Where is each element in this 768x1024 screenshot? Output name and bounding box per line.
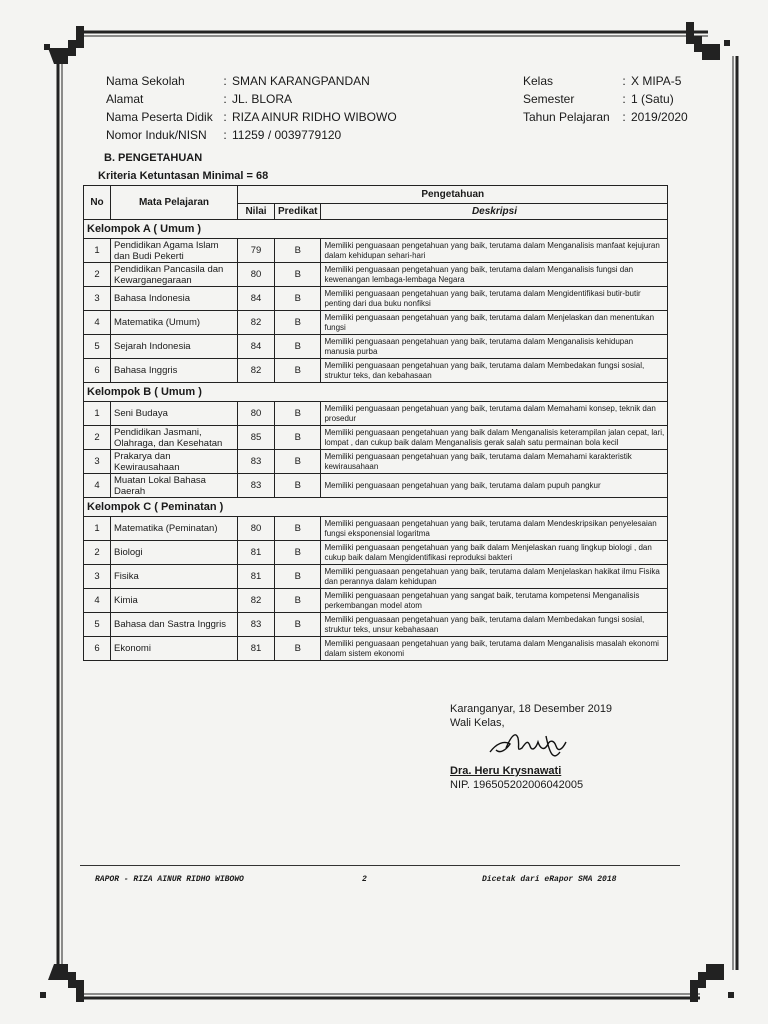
row-nilai: 82: [238, 359, 275, 383]
row-predikat: B: [275, 613, 321, 637]
row-predikat: B: [275, 637, 321, 661]
row-no: 3: [84, 287, 111, 311]
table-row: [84, 335, 668, 359]
row-predikat: B: [275, 589, 321, 613]
row-deskripsi: Memiliki penguasaan pengetahuan yang baik, terutama dalam Menjelaskan dan menentukan fungsi: [321, 311, 668, 335]
grades-table: [83, 185, 668, 661]
row-deskripsi: Memiliki penguasaan pengetahuan yang baik, terutama dalam Membedakan fungsi sosial, struktur teks, unsur kebahasaan: [321, 613, 668, 637]
row-nilai: 80: [238, 517, 275, 541]
row-deskripsi: Memiliki penguasaan pengetahuan yang baik, terutama dalam Membedakan fungsi sosial, struktur teks, dan kebahasaan: [321, 359, 668, 383]
signer-name: Dra. Heru Krysnawati: [450, 765, 562, 777]
info-sep: :: [223, 74, 227, 88]
info-sep: :: [223, 110, 227, 124]
table-row: [84, 517, 668, 541]
row-deskripsi: Memiliki penguasaan pengetahuan yang baik dalam Menganalisis keterampilan jalan cepat, lari, lompat , dan cukup baik dalam Menganalisis gerak salah satu permainan bola kecil: [321, 426, 668, 450]
row-nilai: 84: [238, 287, 275, 311]
row-nilai: 82: [238, 311, 275, 335]
row-predikat: B: [275, 565, 321, 589]
info-row: [523, 90, 688, 108]
table-row: [84, 637, 668, 661]
row-deskripsi: Memiliki penguasaan pengetahuan yang baik, terutama dalam Menjelaskan hakikat ilmu Fisika dan perannya dalam kehidupan: [321, 565, 668, 589]
row-no: 5: [84, 613, 111, 637]
row-nilai: 79: [238, 239, 275, 263]
info-label: Nomor Induk/NISN: [106, 128, 207, 142]
info-sep: :: [622, 92, 626, 106]
row-nilai: 81: [238, 637, 275, 661]
info-value: 2019/2020: [631, 110, 688, 124]
table-row: [84, 402, 668, 426]
row-nilai: 80: [238, 263, 275, 287]
group-header-row: [84, 498, 668, 517]
info-label: Nama Sekolah: [106, 74, 185, 88]
col-nilai-header: Nilai: [238, 204, 275, 220]
row-mapel: Muatan Lokal Bahasa Daerah: [111, 474, 238, 498]
row-nilai: 83: [238, 450, 275, 474]
row-nilai: 81: [238, 541, 275, 565]
col-predikat-header: Predikat: [275, 204, 321, 220]
info-row: [106, 72, 397, 90]
row-no: 2: [84, 263, 111, 287]
row-mapel: Pendidikan Pancasila dan Kewarganegaraan: [111, 263, 238, 287]
info-row: [106, 108, 397, 126]
row-mapel: Biologi: [111, 541, 238, 565]
section-title: B. PENGETAHUAN: [104, 152, 203, 164]
info-label: Kelas: [523, 74, 554, 88]
row-nilai: 82: [238, 589, 275, 613]
row-mapel: Bahasa dan Sastra Inggris: [111, 613, 238, 637]
info-row: [106, 90, 397, 108]
table-row: [84, 541, 668, 565]
row-deskripsi: Memiliki penguasaan pengetahuan yang baik, terutama dalam Memahami karakteristik kewirausahaan: [321, 450, 668, 474]
row-predikat: B: [275, 450, 321, 474]
row-mapel: Sejarah Indonesia: [111, 335, 238, 359]
table-row: [84, 450, 668, 474]
row-no: 1: [84, 239, 111, 263]
row-mapel: Ekonomi: [111, 637, 238, 661]
row-no: 4: [84, 474, 111, 498]
col-mapel-header: Mata Pelajaran: [111, 186, 238, 220]
info-value: SMAN KARANGPANDAN: [232, 74, 370, 88]
grades-body: [84, 220, 668, 661]
signer-nip: NIP. 196505202006042005: [450, 779, 584, 791]
info-label: Semester: [523, 92, 575, 106]
info-row: [106, 126, 397, 144]
row-mapel: Pendidikan Jasmani, Olahraga, dan Kesehatan: [111, 426, 238, 450]
signer-role: Wali Kelas,: [450, 717, 505, 729]
row-mapel: Kimia: [111, 589, 238, 613]
info-value: 1 (Satu): [631, 92, 674, 106]
table-row: [84, 426, 668, 450]
row-no: 3: [84, 565, 111, 589]
table-row: [84, 311, 668, 335]
row-deskripsi: Memiliki penguasaan pengetahuan yang baik dalam Menjelaskan ruang lingkup biologi , dan cukup baik dalam Mengidentifikasi reproduksi bakteri: [321, 541, 668, 565]
col-deskripsi-header: Deskripsi: [321, 204, 668, 220]
info-label: Nama Peserta Didik: [106, 110, 213, 124]
row-deskripsi: Memiliki penguasaan pengetahuan yang baik, terutama dalam pupuh pangkur: [321, 474, 668, 498]
info-sep: :: [223, 92, 227, 106]
row-predikat: B: [275, 474, 321, 498]
row-nilai: 83: [238, 474, 275, 498]
row-deskripsi: Memiliki penguasaan pengetahuan yang baik, terutama dalam Menganalisis kehidupan manusia purba: [321, 335, 668, 359]
student-info-right: [523, 72, 688, 126]
row-no: 2: [84, 541, 111, 565]
row-deskripsi: Memiliki penguasaan pengetahuan yang baik, terutama dalam Menganalisis masalah ekonomi dalam sistem ekonomi: [321, 637, 668, 661]
info-value: X MIPA-5: [631, 74, 682, 88]
col-no-header: No: [84, 186, 111, 220]
row-mapel: Seni Budaya: [111, 402, 238, 426]
table-row: [84, 263, 668, 287]
row-mapel: Pendidikan Agama Islam dan Budi Pekerti: [111, 239, 238, 263]
footer-right: Dicetak dari eRapor SMA 2018: [482, 875, 617, 884]
row-predikat: B: [275, 287, 321, 311]
info-row: [523, 72, 688, 90]
row-mapel: Bahasa Inggris: [111, 359, 238, 383]
row-predikat: B: [275, 311, 321, 335]
row-mapel: Fisika: [111, 565, 238, 589]
row-mapel: Bahasa Indonesia: [111, 287, 238, 311]
row-predikat: B: [275, 263, 321, 287]
table-row: [84, 474, 668, 498]
table-row: [84, 565, 668, 589]
row-deskripsi: Memiliki penguasaan pengetahuan yang baik, terutama dalam Menganalisis fungsi dan kewenangan lembaga-lembaga Negara: [321, 263, 668, 287]
info-sep: :: [223, 128, 227, 142]
kkm-label: Kriteria Ketuntasan Minimal = 68: [98, 170, 269, 182]
row-mapel: Prakarya dan Kewirausahaan: [111, 450, 238, 474]
info-sep: :: [622, 110, 626, 124]
row-no: 5: [84, 335, 111, 359]
info-label: Tahun Pelajaran: [523, 110, 610, 124]
row-predikat: B: [275, 426, 321, 450]
row-deskripsi: Memiliki penguasaan pengetahuan yang baik, terutama dalam Memahami konsep, teknik dan prosedur: [321, 402, 668, 426]
row-deskripsi: Memiliki penguasaan pengetahuan yang baik, terutama dalam Mengidentifikasi butir-butir penting dari dua buku nonfiksi: [321, 287, 668, 311]
row-predikat: B: [275, 517, 321, 541]
row-no: 3: [84, 450, 111, 474]
group-header-row: [84, 383, 668, 402]
group-header-row: [84, 220, 668, 239]
row-no: 4: [84, 589, 111, 613]
info-sep: :: [622, 74, 626, 88]
row-nilai: 84: [238, 335, 275, 359]
row-deskripsi: Memiliki penguasaan pengetahuan yang baik, terutama dalam Mendeskripsikan penyelesaian fungsi eksponensial logaritma: [321, 517, 668, 541]
row-nilai: 80: [238, 402, 275, 426]
row-nilai: 81: [238, 565, 275, 589]
row-no: 4: [84, 311, 111, 335]
row-predikat: B: [275, 402, 321, 426]
table-row: [84, 287, 668, 311]
row-predikat: B: [275, 335, 321, 359]
row-nilai: 83: [238, 613, 275, 637]
row-nilai: 85: [238, 426, 275, 450]
row-predikat: B: [275, 359, 321, 383]
row-deskripsi: Memiliki penguasaan pengetahuan yang baik, terutama dalam Menganalisis manfaat kejujuran dalam kehidupan sehari-hari: [321, 239, 668, 263]
group-title: Kelompok B ( Umum ): [84, 383, 668, 402]
info-value: JL. BLORA: [232, 92, 293, 106]
footer-left: RAPOR - RIZA AINUR RIDHO WIBOWO: [95, 875, 244, 884]
table-row: [84, 359, 668, 383]
row-predikat: B: [275, 239, 321, 263]
row-deskripsi: Memiliki penguasaan pengetahuan yang sangat baik, terutama kompetensi Menganalisis perkembangan model atom: [321, 589, 668, 613]
table-row: [84, 239, 668, 263]
student-info-left: [106, 72, 397, 144]
table-row: [84, 589, 668, 613]
info-row: [523, 108, 688, 126]
row-mapel: Matematika (Umum): [111, 311, 238, 335]
footer-divider: [80, 865, 680, 866]
row-no: 2: [84, 426, 111, 450]
place-date: Karanganyar, 18 Desember 2019: [450, 703, 613, 715]
row-no: 6: [84, 359, 111, 383]
col-pengetahuan-header: Pengetahuan: [238, 186, 668, 204]
info-value: RIZA AINUR RIDHO WIBOWO: [232, 110, 397, 124]
group-title: Kelompok C ( Peminatan ): [84, 498, 668, 517]
info-label: Alamat: [106, 92, 144, 106]
handwritten-signature: [486, 726, 576, 762]
row-no: 1: [84, 402, 111, 426]
row-no: 6: [84, 637, 111, 661]
info-value: 11259 / 0039779120: [232, 128, 342, 142]
row-no: 1: [84, 517, 111, 541]
footer-page: 2: [362, 875, 367, 884]
row-mapel: Matematika (Peminatan): [111, 517, 238, 541]
table-row: [84, 613, 668, 637]
row-predikat: B: [275, 541, 321, 565]
group-title: Kelompok A ( Umum ): [84, 220, 668, 239]
